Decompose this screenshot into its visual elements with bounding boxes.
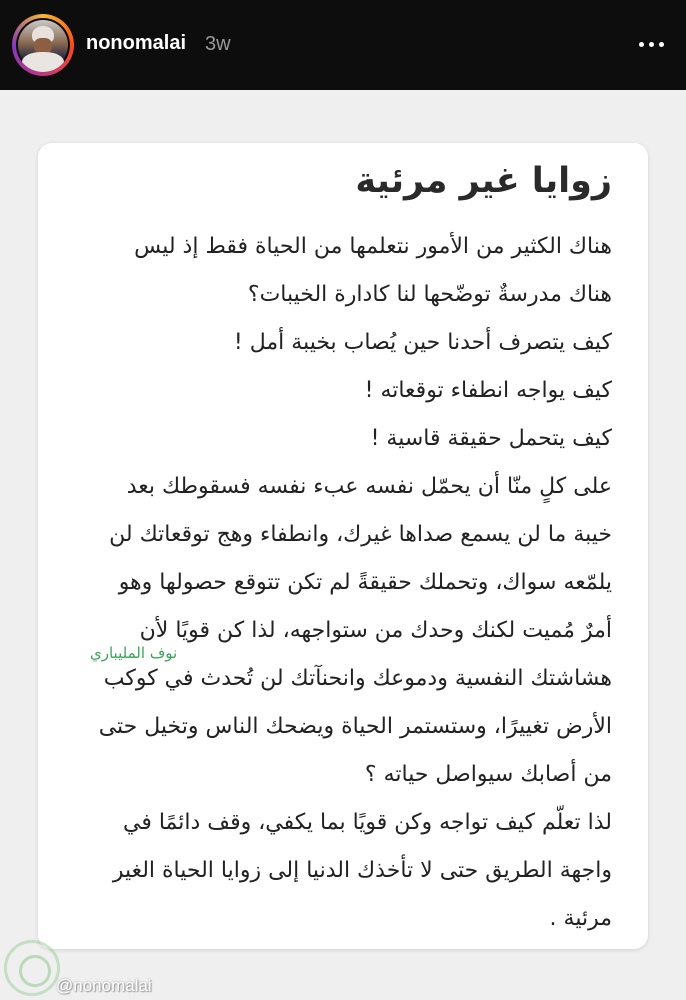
more-options-button[interactable]: [634, 26, 670, 62]
post-body: [72, 223, 612, 943]
more-horizontal-icon: [649, 42, 654, 47]
body-line: على كلٍ منّا أن يحمّل نفسه عبء نفسه فسقوطك بعد: [126, 474, 612, 499]
body-line: واجهة الطريق حتى لا تأخذك الدنيا إلى زوايا الحياة الغير: [112, 858, 612, 883]
body-line: يلمّعه سواك، وتحملك حقيقةً لم تكن تتوقع حصولها وهو: [118, 570, 612, 595]
body-line: لذا تعلّم كيف تواجه وكن قويًا بما يكفي، وقف دائمًا في: [123, 810, 612, 835]
handle-watermark: @nonomalai: [56, 976, 152, 995]
post-timestamp: 3w: [205, 33, 231, 55]
more-horizontal-icon: [659, 42, 664, 47]
body-line: من أصابك سيواصل حياته ؟: [364, 762, 612, 787]
profile-avatar[interactable]: [12, 14, 74, 76]
body-line: هناك الكثير من الأمور نتعلمها من الحياة فقط إذ ليس: [134, 234, 612, 259]
author-watermark: نوف المليباري: [90, 644, 178, 662]
body-line: أمرٌ مُميت لكنك وحدك من ستواجهه، لذا كن قويًا لأن: [139, 618, 612, 643]
body-line: هناك مدرسةٌ توضّحها لنا كادارة الخيبات؟: [247, 282, 612, 307]
text-card: [38, 143, 648, 949]
more-horizontal-icon: [639, 42, 644, 47]
body-line: كيف يتحمل حقيقة قاسية !: [370, 426, 612, 451]
body-line: مرئية .: [549, 906, 612, 931]
body-line: الأرض تغييرًا، وستستمر الحياة ويضحك الناس وتخيل حتى: [98, 714, 612, 739]
post-title: زوايا غير مرئية: [355, 161, 612, 201]
body-line: خيبة ما لن يسمع صداها غيرك، وانطفاء وهج توقعاتك لن: [109, 522, 612, 547]
avatar-shoulders: [22, 52, 64, 72]
username-link[interactable]: nonomalai: [86, 32, 187, 54]
body-line: كيف يواجه انطفاء توقعاته !: [364, 378, 612, 403]
story-header: [0, 0, 686, 90]
body-line: كيف يتصرف أحدنا حين يُصاب بخيبة أمل !: [233, 330, 612, 355]
avatar-photo: [18, 20, 68, 70]
avatar-image: [16, 18, 70, 72]
body-line: هشاشتك النفسية ودموعك وانحنآتك لن تُحدث في كوكب: [103, 666, 612, 691]
seal-center-icon: [19, 955, 51, 987]
watermark-seal-icon: [4, 940, 60, 996]
